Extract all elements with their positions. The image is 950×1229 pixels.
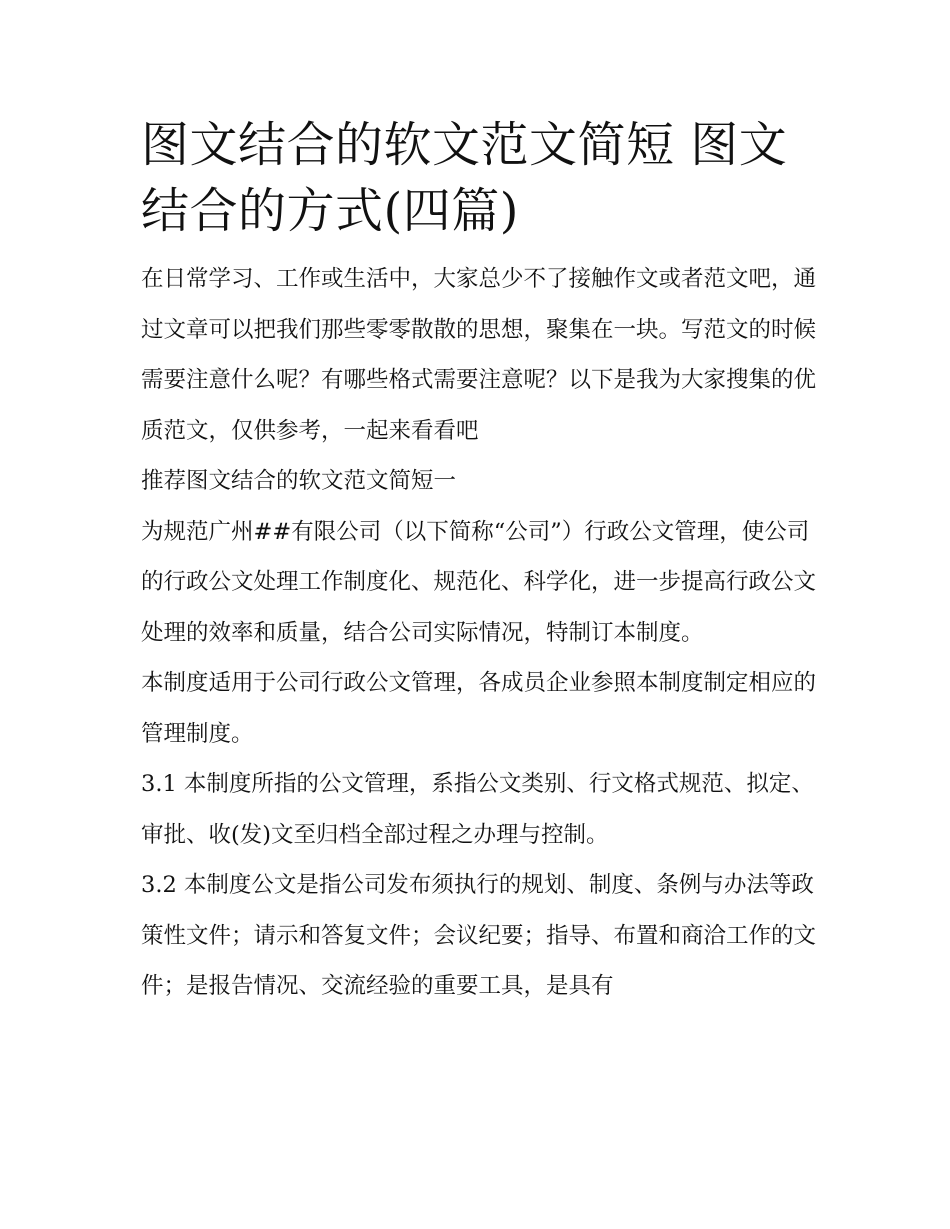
document-title: 图文结合的软文范文简短 图文结合的方式(四篇): [141, 117, 788, 239]
document-body: [141, 112, 821, 1012]
paragraph-clause-3-2: 3.2 本制度公文是指公司发布须执行的规划、制度、条例与办法等政策性文件；请示和答复文件；会议纪要；指导、布置和商洽工作的文件；是报告情况、交流经验的重要工具，是具有: [141, 872, 817, 999]
paragraph-clause-3-1: 3.1 本制度所指的公文管理，系指公文类别、行文格式规范、拟定、审批、收(发)文至归档全部过程之办理与控制。: [141, 771, 814, 848]
paragraph-scope: 本制度适用于公司行政公文管理，各成员企业参照本制度制定相应的管理制度。: [141, 670, 817, 747]
paragraph-purpose: 为规范广州##有限公司（以下简称“公司”）行政公文管理，使公司的行政公文处理工作制度化、规范化、科学化，进一步提高行政公文处理的效率和质量，结合公司实际情况，特制订本制度。: [141, 518, 817, 646]
section-heading: 推荐图文结合的软文范文简短一: [141, 468, 457, 494]
paragraph-intro: 在日常学习、工作或生活中，大家总少不了接触作文或者范文吧，通过文章可以把我们那些零零散散的思想，聚集在一块。写范文的时候需要注意什么呢？有哪些格式需要注意呢？以下是我为大家搜集的优质范文，仅供参考，一起来看看吧: [141, 266, 817, 444]
